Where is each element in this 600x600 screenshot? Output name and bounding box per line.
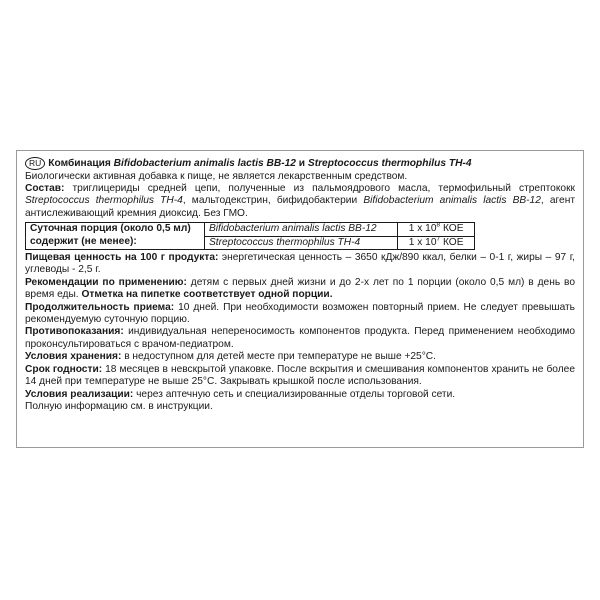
title-prefix: Комбинация [48,158,114,170]
dose-label-line2: содержит (не менее): [30,235,137,247]
composition-text3: , агент антислеживающий кремния диоксид. Без ГМО. [25,195,575,219]
footer-note: Полную информацию см. в инструкции. [25,400,213,412]
ru-badge: RU [25,157,45,170]
composition-label: Состав: [25,183,65,194]
dose-amount-cell: 1 x $10^8$ КОЕ [398,223,475,236]
dose-label-line1: Суточная порция (около 0,5 мл) [30,223,191,235]
product-subtitle: Биологически активная добавка к пище, не является лекарственным средством. [25,170,408,182]
title-and: и [295,158,308,170]
duration-text: 10 дней. При необходимости возможен повторный прием. Не следует превышать рекомендуемую суточную порцию. [25,301,575,326]
contraindications-label: Противопоказания: [25,326,124,338]
title-strain1: Bifidobacterium animalis lactis BB-12 [113,158,296,170]
table-row [26,223,475,236]
nutrition-section [25,252,575,277]
storage-label: Условия хранения: [25,351,122,363]
dose-amount-cell: 1 x $10^7$ КОЕ [398,236,475,249]
shelf-life-label: Срок годности: [25,363,103,375]
recommendations-text: детям с первых дней жизни и до 2-х лет по 1 порции (около 0,5 мл) в день во время еды. [25,276,575,301]
sale-label: Условия реализации: [25,388,134,400]
composition-strain1: Bifidobacterium animalis lactis BB-12 [363,195,541,207]
composition-text1: триглицериды средней цепи, полученные из пальмоядрового масла, термофильный стрептококк [64,183,575,194]
composition-text2: , мальтодекстрин, бифидобактерии [182,195,364,207]
duration-section [25,302,575,327]
dose-strain-cell: Streptococcus thermophilus TH-4 [204,236,397,249]
shelf-life-section [25,364,575,389]
composition-section [25,183,575,220]
contraindications-text: индивидуальная непереносимость компонентов продукта. Перед применением необходимо проконсультироваться с врачом-педиатром. [25,326,575,350]
storage-text: в недоступном для детей месте при температуре не выше +25°С. [121,351,436,363]
title-strain2: Streptococcus thermophilus TH-4 [307,158,472,170]
dose-table [25,222,475,250]
storage-section [25,351,575,363]
contraindications-section [25,326,575,351]
recommendations-section [25,277,575,302]
product-title [25,157,575,171]
nutrition-label: Пищевая ценность на 100 г продукта: [25,252,219,264]
recommendations-label: Рекомендации по применению: [25,276,187,288]
dose-label-cell [26,223,205,250]
dose-strain-cell: Bifidobacterium animalis lactis BB-12 [204,223,397,236]
sale-text: через аптечную сеть и специализированные отделы торговой сети. [133,388,456,400]
product-label [16,150,584,448]
nutrition-text: энергетическая ценность – 3650 кДж/890 ккал, белки – 0-1 г, жиры – 97 г, углеводы - 2,5 г. [25,252,575,276]
duration-label: Продолжительность приема: [25,301,175,313]
shelf-life-text: 18 месяцев в невскрытой упаковке. После вскрытия и смешивания компонентов хранить не более 14 дней при температуре не выше 25°С. Закрывать крышкой после использования. [25,363,575,388]
composition-strain2: Streptococcus thermophilus TH-4 [25,195,183,207]
recommendations-note: Отметка на пипетке соответствует одной порции. [81,289,333,301]
sale-section [25,389,575,401]
